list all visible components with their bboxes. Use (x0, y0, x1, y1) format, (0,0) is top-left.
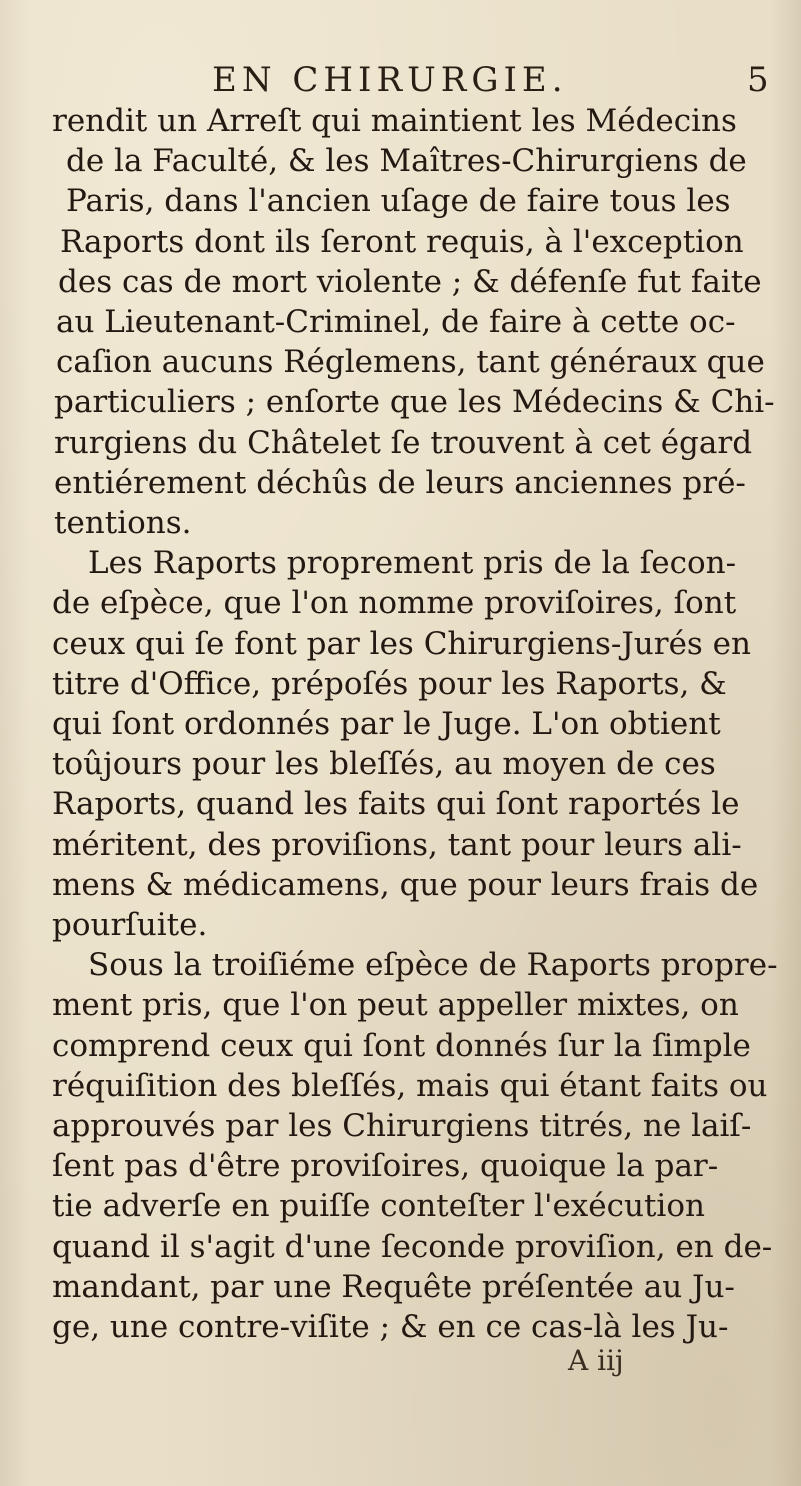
text-line: mandant, par une Requête préſentée au Ju- (52, 1268, 735, 1305)
text-line: rurgiens du Châtelet ſe trouvent à cet égard (54, 424, 753, 461)
text-line: de la Faculté, & les Maîtres-Chirurgiens de (66, 143, 747, 180)
text-line: particuliers ; enſorte que les Médecins & Chi- (54, 384, 775, 421)
text-line: mens & médicamens, que pour leurs frais de (52, 866, 759, 903)
text-line: ſent pas d'être proviſoires, quoique la par- (52, 1148, 719, 1185)
text-line: de eſpèce, que l'on nomme proviſoires, ſont (52, 585, 737, 622)
text-line: tie adverſe en puiſſe conteſter l'exécution (52, 1188, 705, 1225)
text-line: approuvés par les Chirurgiens titrés, ne laiſ- (52, 1108, 752, 1144)
text-line: comprend ceux qui ſont donnés ſur la ſimple (52, 1027, 751, 1064)
text-line: ment pris, que l'on peut appeller mixtes, on (52, 987, 739, 1024)
text-line: ceux qui ſe font par les Chirurgiens-Jurés en (52, 625, 751, 662)
text-line: Raports, quand les faits qui ſont raportés le (52, 786, 740, 823)
text-line: Les Raports proprement pris de la ſecon- (88, 545, 737, 582)
running-title: EN CHIRURGIE. (212, 60, 568, 100)
text-line: entiérement déchûs de leurs anciennes pré- (54, 464, 746, 501)
text-line: rendit un Arreſt qui maintient les Médecins (52, 103, 737, 139)
text-line: quand il s'agit d'une ſeconde proviſion, en de- (52, 1228, 773, 1265)
page-number: 5 (747, 60, 769, 100)
signature-mark: A iij (568, 1344, 624, 1378)
text-line: réquiſition des bleſſés, mais qui étant faits ou (52, 1067, 768, 1104)
text-line: pourſuite. (52, 907, 208, 943)
text-line: caſion aucuns Réglemens, tant généraux que (56, 344, 765, 381)
text-line: méritent, des proviſions, tant pour leurs ali- (52, 826, 742, 863)
text-line: Raports dont ils ſeront requis, à l'exception (60, 223, 744, 260)
text-line: au Lieutenant-Criminel, de faire à cette oc- (56, 304, 736, 340)
text-line: titre d'Office, prépoſés pour les Raports, & (52, 665, 727, 702)
text-line: des cas de mort violente ; & défenſe fut faite (58, 263, 762, 300)
text-line: toûjours pour les bleſſés, au moyen de ces (52, 746, 716, 783)
running-head (0, 60, 801, 100)
text-line: tentions. (54, 505, 192, 541)
text-line: qui ſont ordonnés par le Juge. L'on obtient (52, 706, 721, 742)
text-line: Sous la troiſiéme eſpèce de Raports propre- (88, 947, 778, 984)
text-line: ge, une contre-viſite ; & en ce cas-là les Ju- (52, 1309, 729, 1345)
text-line: Paris, dans l'ancien uſage de faire tous les (66, 183, 731, 220)
